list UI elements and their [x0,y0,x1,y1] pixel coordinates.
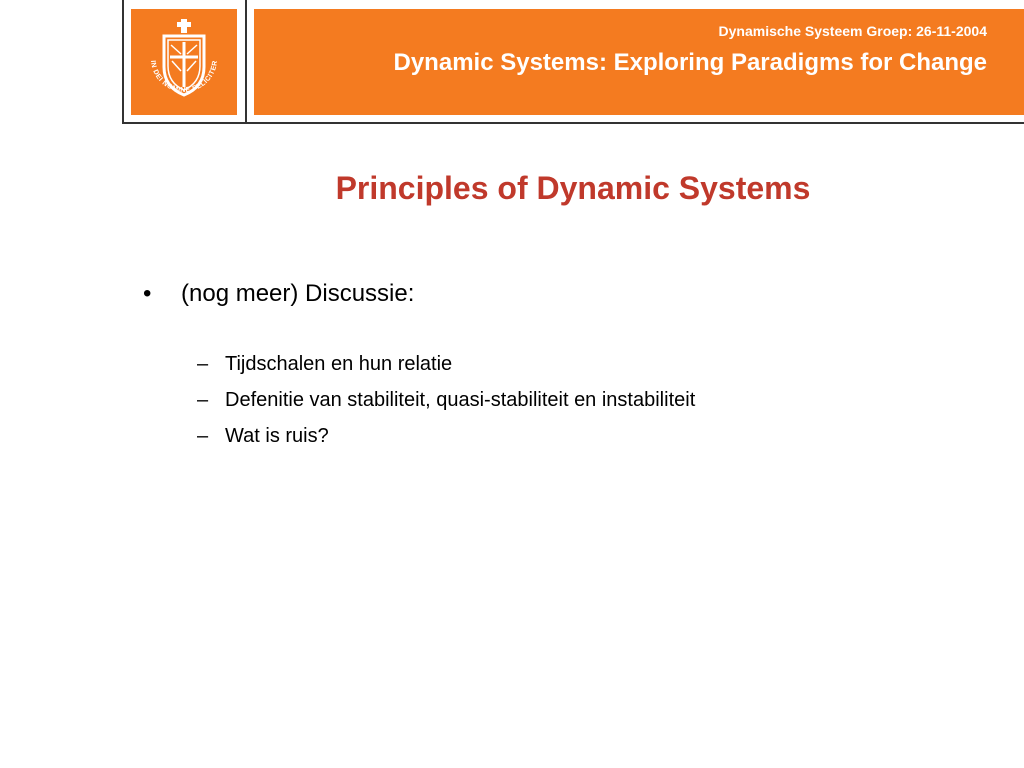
slide-title: Principles of Dynamic Systems [335,170,811,206]
university-logo [131,9,237,115]
sub-bullet-marker: – [197,353,209,375]
bullet-text: (nog meer) Discussie: [181,280,415,307]
sub-bullet-item [143,388,1003,424]
header-title: Dynamic Systems: Exploring Paradigms for Change [393,49,987,76]
sub-bullet-marker: – [197,389,209,411]
sub-bullet-text: Tijdschalen en hun relatie [225,353,453,375]
header-subtitle: Dynamische Systeem Groep: 26-11-2004 [718,23,987,39]
university-seal-icon [131,9,237,115]
sub-bullet-item [143,352,1003,388]
sub-bullet-text: Wat is ruis? [225,425,329,447]
slide-content [143,280,1003,460]
logo-motto: IN DEI NOMINE FELICITER [149,59,220,95]
sub-bullet-text: Defenitie van stabiliteit, quasi-stabiliteit en instabiliteit [225,389,696,411]
sub-bullet-item [143,424,1003,460]
header-divider [245,0,247,124]
header-banner [254,9,1024,115]
bullet-item [143,280,1003,308]
sub-bullet-list [143,352,1003,460]
bullet-marker: • [143,280,152,307]
sub-bullet-marker: – [197,425,209,447]
